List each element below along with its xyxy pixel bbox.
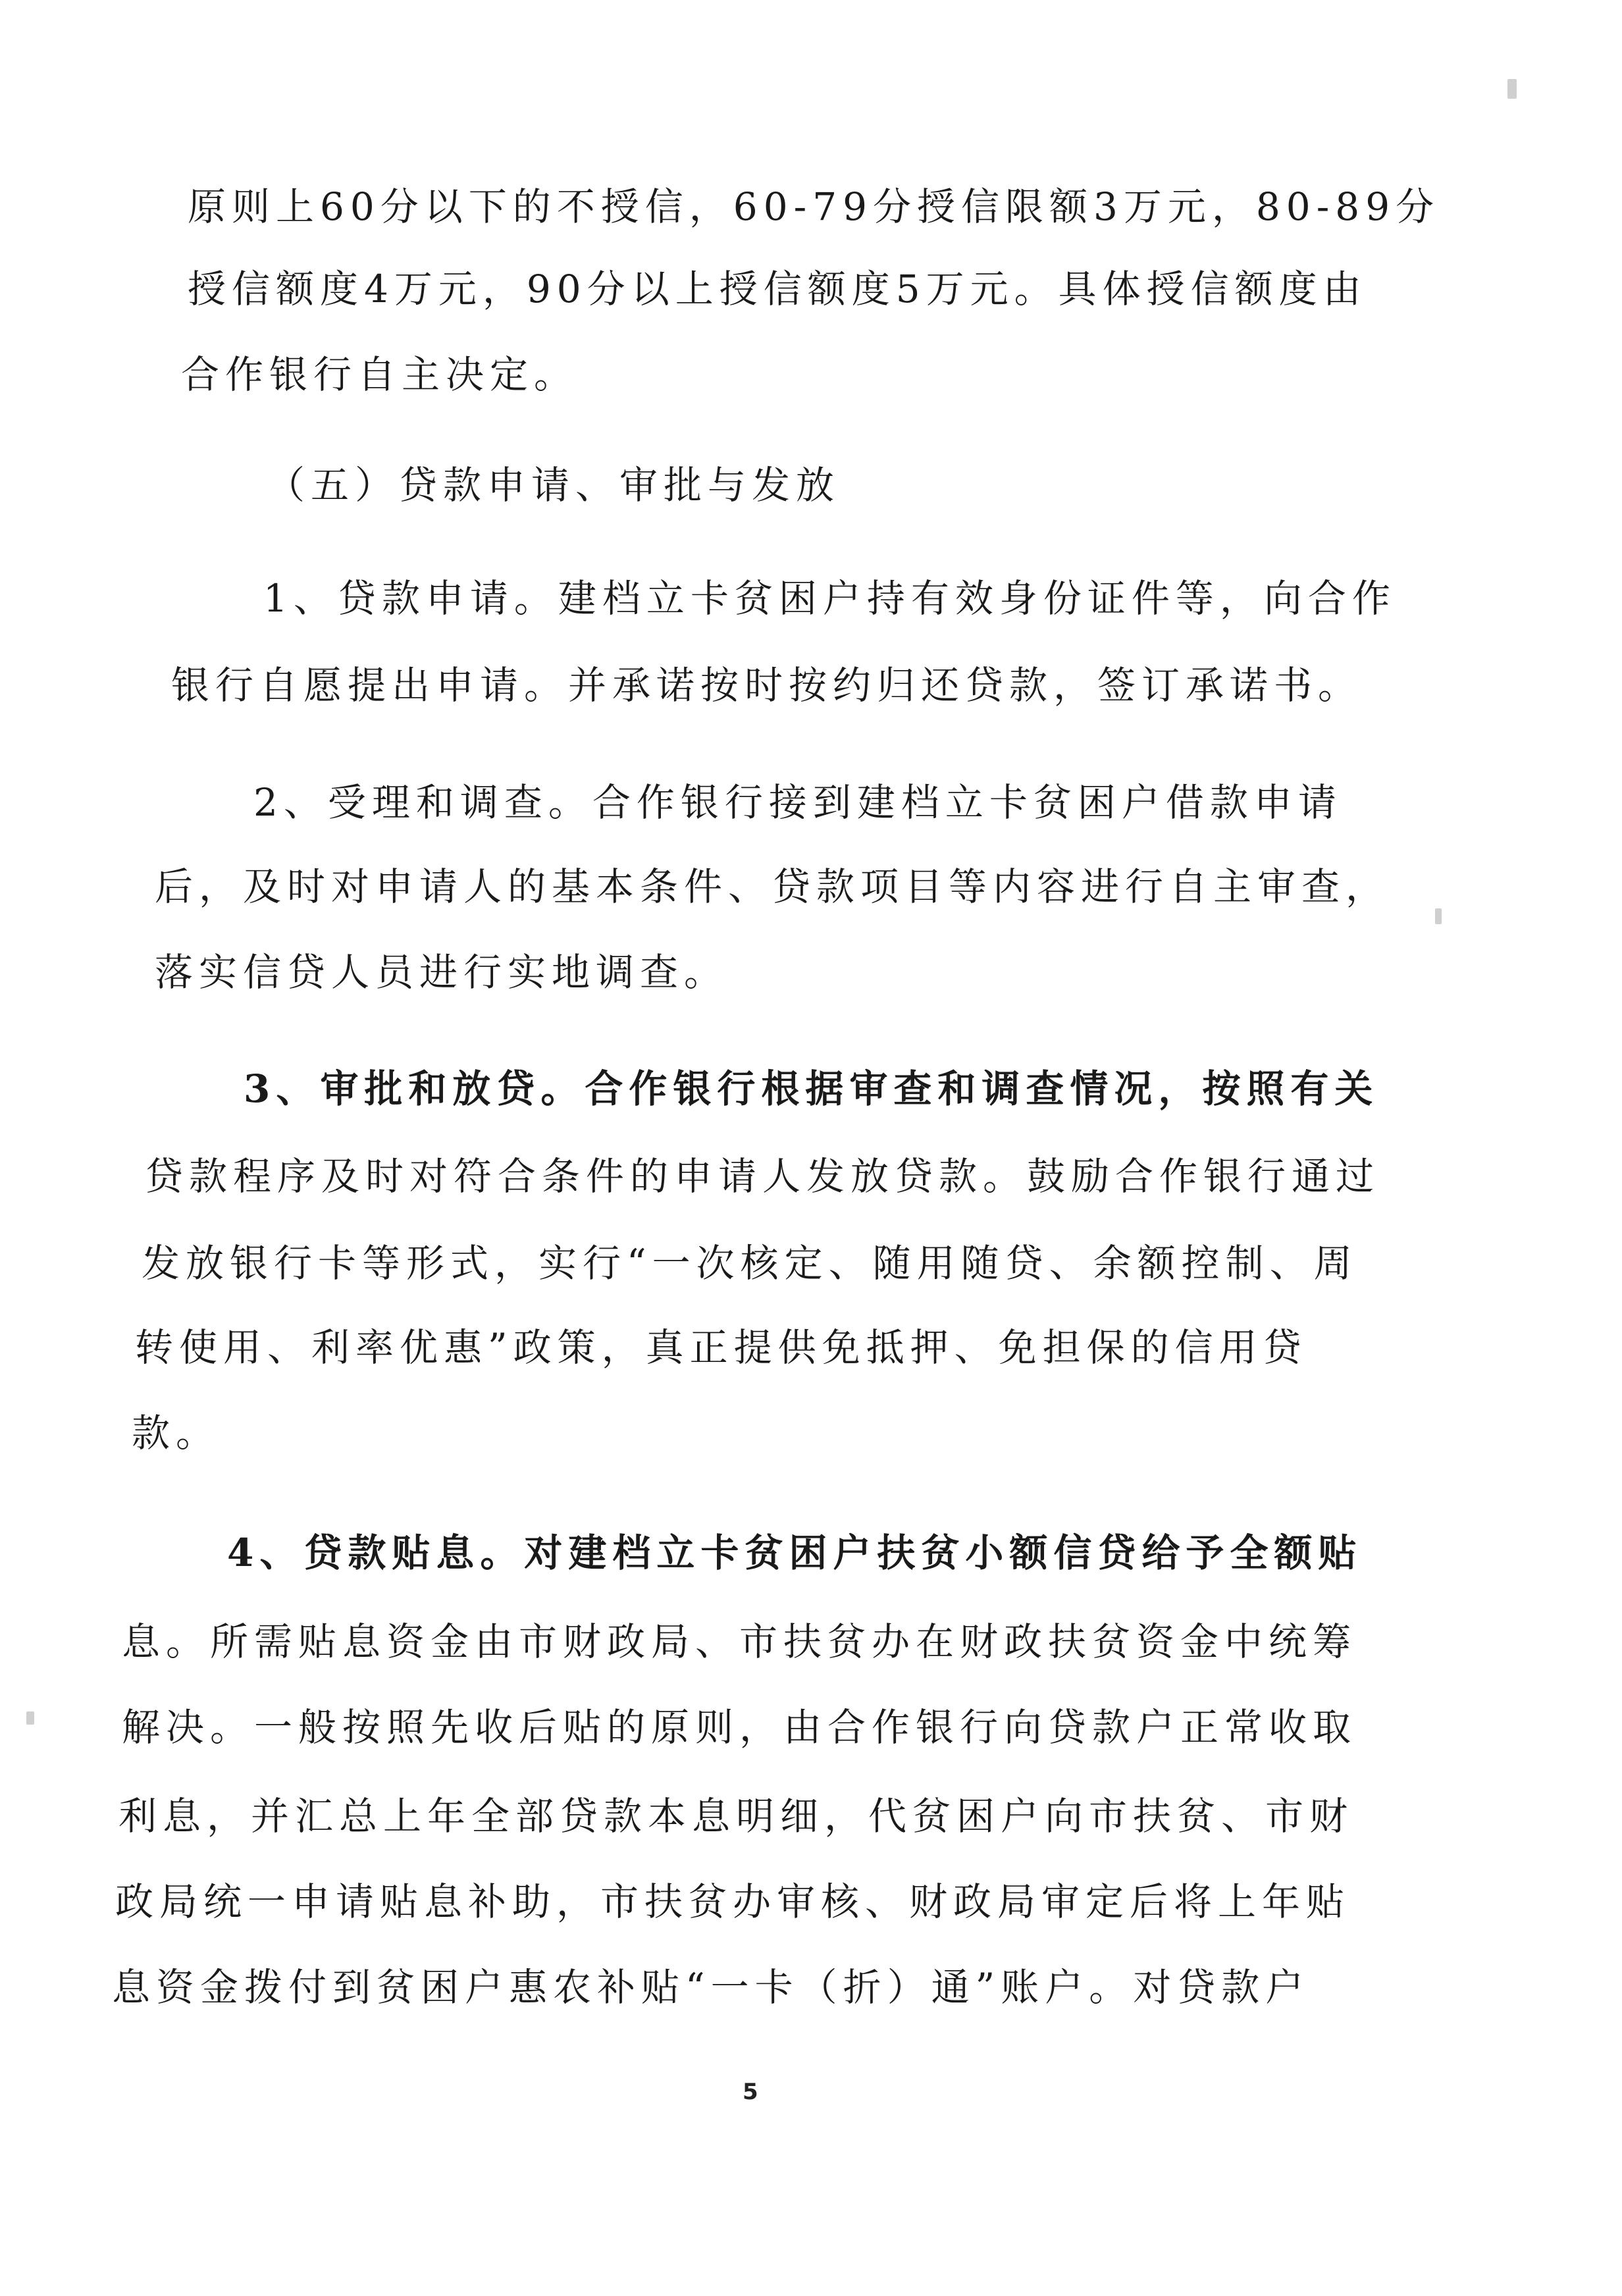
scan-speck (1435, 908, 1442, 924)
text-line-6: 银行自愿提出申请。并承诺按时按约归还贷款，签订承诺书。 (171, 663, 1363, 708)
text-line-16: 息。所需贴息资金由市财政局、市扶贫办在财政扶贫资金中统筹 (122, 1619, 1357, 1664)
section-heading: （五）贷款申请、审批与发放 (267, 463, 841, 508)
text-line-19: 政局统一申请贴息补助，市扶贫办审核、财政局审定后将上年贴 (115, 1879, 1351, 1924)
text-line-9: 落实信贷人员进行实地调查。 (155, 950, 729, 995)
text-line-1: 原则上60分以下的不授信，60-79分授信限额3万元，80-89分 (188, 184, 1440, 229)
text-line-18: 利息，并汇总上年全部贷款本息明细，代贫困户向市扶贫、市财 (118, 1794, 1354, 1839)
item-number-1: 1 (263, 576, 294, 621)
text-line-10: 3、审批和放贷。合作银行根据审查和调查情况，按照有关 (244, 1066, 1379, 1111)
text-line-2: 授信额度4万元，90分以上授信额度5万元。具体授信额度由 (188, 267, 1367, 311)
scan-speck (26, 1711, 34, 1725)
scan-speck (1507, 79, 1517, 99)
text-line-15: 4、贷款贴息。对建档立卡贫困户扶贫小额信贷给予全额贴 (227, 1530, 1363, 1575)
text-line-5: 1、贷款申请。建档立卡贫困户持有效身份证件等，向合作 (263, 576, 1396, 621)
text-line-8: 后，及时对申请人的基本条件、贷款项目等内容进行自主审查， (155, 864, 1390, 909)
text-line-20: 息资金拨付到贫困户惠农补贴“一卡（折）通”账户。对贷款户 (112, 1965, 1310, 2010)
text-line-12: 发放银行卡等形式，实行“一次核定、随用随贷、余额控制、周 (142, 1241, 1358, 1286)
item-number-2: 2 (253, 780, 284, 825)
text-line-7: 2、受理和调查。合作银行接到建档立卡贫困户借款申请 (253, 780, 1342, 825)
page-number: 5 (743, 2079, 758, 2105)
text-line-3: 合作银行自主决定。 (181, 352, 579, 397)
text-line-17: 解决。一般按照先收后贴的原则，由合作银行向贷款户正常收取 (122, 1705, 1357, 1750)
item-number-3: 3 (244, 1066, 276, 1111)
item-number-4: 4 (227, 1530, 260, 1575)
text-line-13: 转使用、利率优惠”政策，真正提供免抵押、免担保的信用贷 (135, 1325, 1307, 1370)
text-line-14: 款。 (132, 1411, 221, 1455)
text-line-11: 贷款程序及时对符合条件的申请人发放贷款。鼓励合作银行通过 (145, 1154, 1380, 1199)
